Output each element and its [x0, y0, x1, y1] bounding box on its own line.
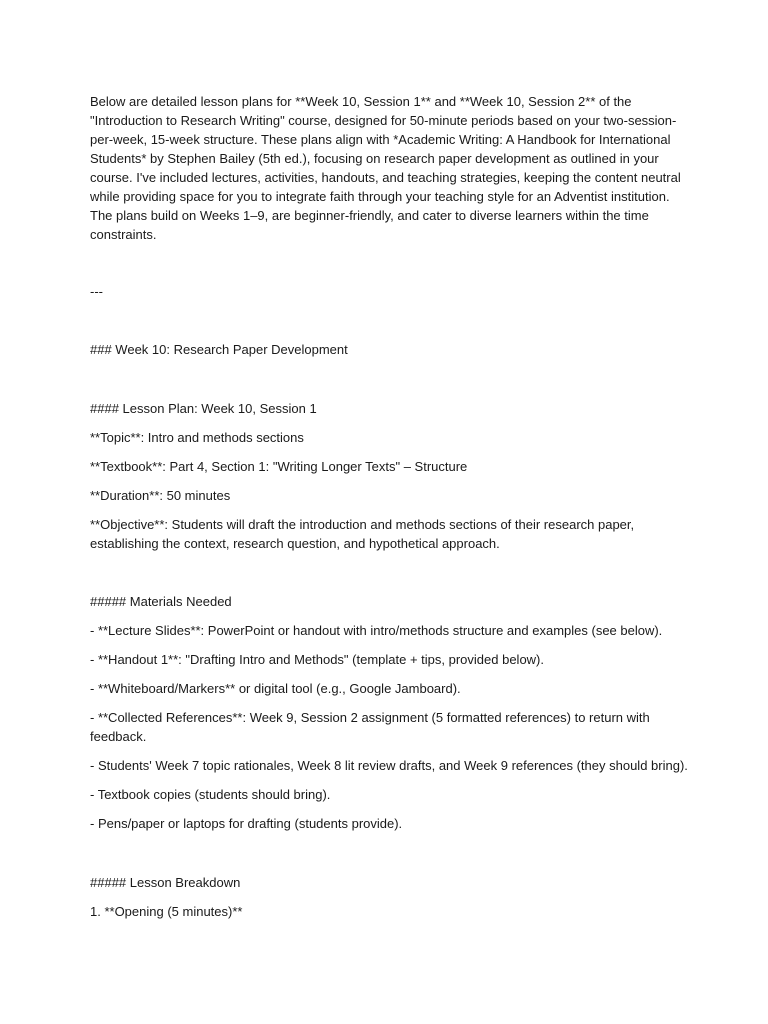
- intro-line: while providing space for you to integrate faith through your teaching style for an Adventist institution.: [90, 189, 670, 204]
- materials-item: - **Lecture Slides**: PowerPoint or handout with intro/methods structure and examples (see below).: [90, 623, 663, 638]
- intro-line: course. I've included lectures, activities, handouts, and teaching strategies, keeping the content neutral: [90, 170, 681, 185]
- separator: ---: [90, 284, 103, 299]
- duration-line: **Duration**: 50 minutes: [90, 488, 231, 503]
- intro-line: constraints.: [90, 227, 157, 242]
- intro-line: per-week, 15-week structure. These plans align with *Academic Writing: A Handbook for International: [90, 132, 671, 147]
- materials-item: - **Handout 1**: "Drafting Intro and Methods" (template + tips, provided below).: [90, 652, 544, 667]
- topic-line: **Topic**: Intro and methods sections: [90, 430, 304, 445]
- materials-item: - Textbook copies (students should bring).: [90, 787, 331, 802]
- intro-line: "Introduction to Research Writing" course, designed for 50-minute periods based on your two-session-: [90, 113, 677, 128]
- materials-item: - **Collected References**: Week 9, Session 2 assignment (5 formatted references) to return with: [90, 710, 650, 725]
- intro-line: Students* by Stephen Bailey (5th ed.), focusing on research paper development as outlined in your: [90, 151, 659, 166]
- materials-item-continuation: feedback.: [90, 729, 147, 744]
- week-heading: ### Week 10: Research Paper Development: [90, 342, 348, 357]
- lesson-heading: #### Lesson Plan: Week 10, Session 1: [90, 401, 317, 416]
- materials-item: - Students' Week 7 topic rationales, Week 8 lit review drafts, and Week 9 references (they should bring).: [90, 758, 688, 773]
- materials-item: - Pens/paper or laptops for drafting (students provide).: [90, 816, 403, 831]
- breakdown-heading: ##### Lesson Breakdown: [90, 875, 241, 890]
- materials-item: - **Whiteboard/Markers** or digital tool (e.g., Google Jamboard).: [90, 681, 461, 696]
- objective-line: establishing the context, research question, and hypothetical approach.: [90, 536, 500, 551]
- intro-line: The plans build on Weeks 1–9, are beginner-friendly, and cater to diverse learners within the time: [90, 208, 649, 223]
- textbook-line: **Textbook**: Part 4, Section 1: "Writing Longer Texts" – Structure: [90, 459, 468, 474]
- opening-step: 1. **Opening (5 minutes)**: [90, 904, 243, 919]
- objective-line: **Objective**: Students will draft the introduction and methods sections of their research paper,: [90, 517, 635, 532]
- intro-line: Below are detailed lesson plans for **Week 10, Session 1** and **Week 10, Session 2** of the: [90, 94, 632, 109]
- materials-heading: ##### Materials Needed: [90, 594, 232, 609]
